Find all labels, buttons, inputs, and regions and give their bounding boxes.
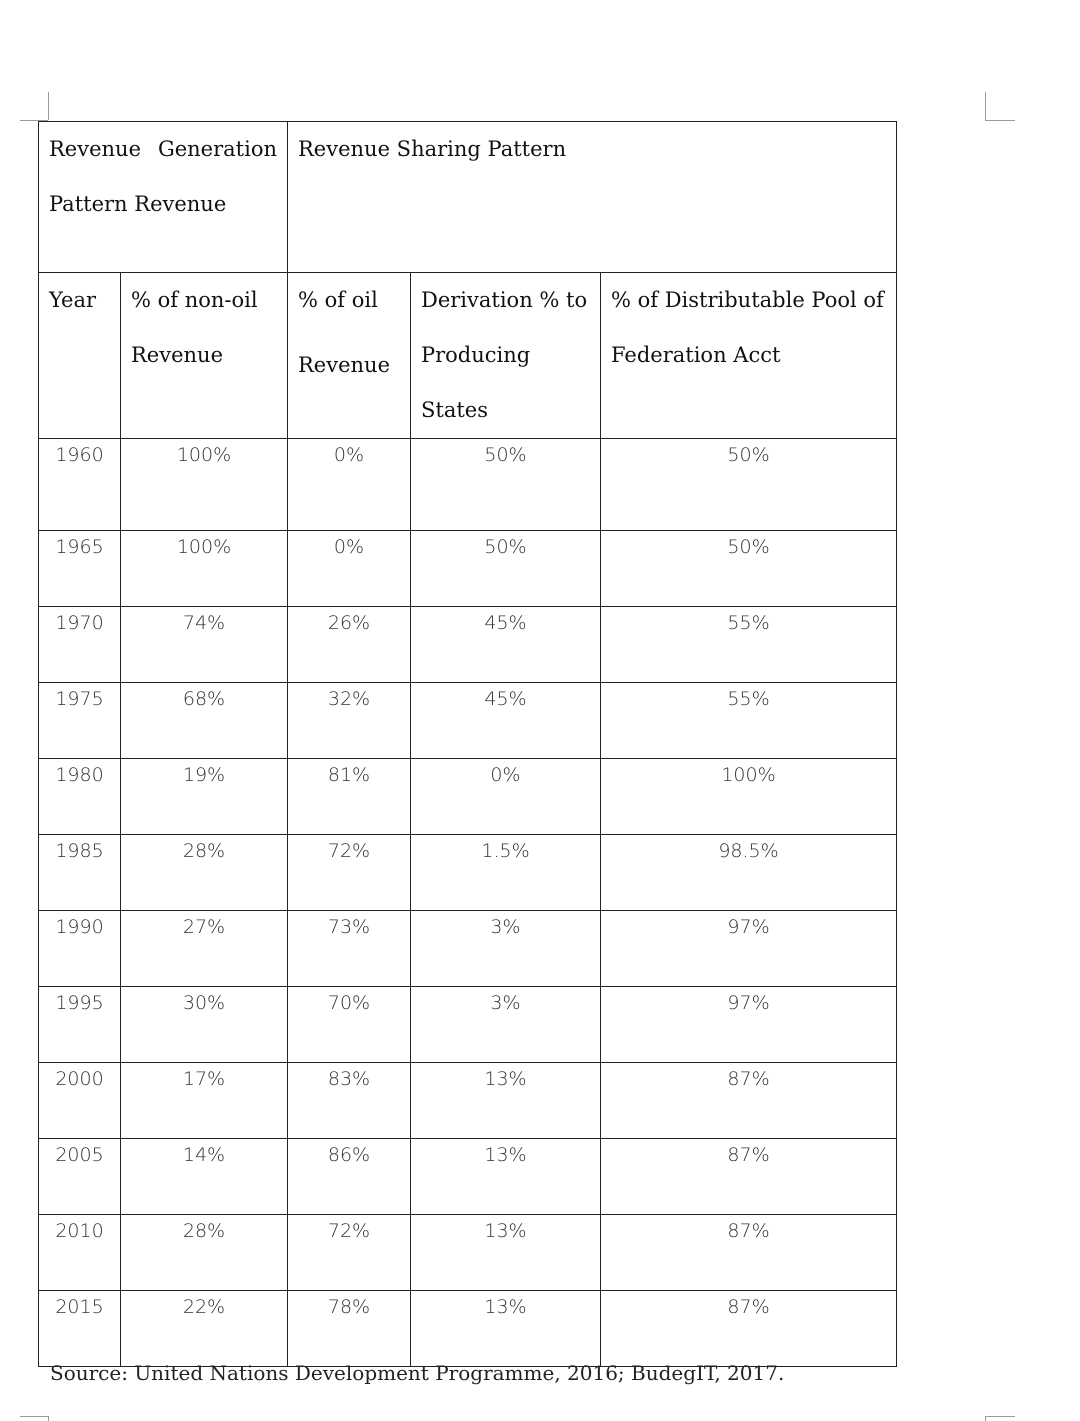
derivation-cell: 13% xyxy=(411,1139,601,1215)
oil-revenue-cell: 81% xyxy=(288,759,411,835)
non-oil-revenue-cell: 19% xyxy=(121,759,288,835)
table-row xyxy=(39,531,897,607)
crop-mark-bottom-right-vertical xyxy=(985,1416,986,1421)
year-cell: 1975 xyxy=(39,683,121,759)
distributable-pool-cell: 87% xyxy=(601,1291,897,1367)
derivation-cell: 13% xyxy=(411,1215,601,1291)
year-cell: 2000 xyxy=(39,1063,121,1139)
column-header-derivation-line2: Producing States xyxy=(421,343,531,422)
derivation-cell: 50% xyxy=(411,439,601,531)
crop-mark-top-right-horizontal xyxy=(985,120,1015,121)
group-header-row xyxy=(39,122,897,273)
distributable-pool-cell: 87% xyxy=(601,1139,897,1215)
non-oil-revenue-cell: 100% xyxy=(121,531,288,607)
oil-revenue-cell: 0% xyxy=(288,531,411,607)
oil-revenue-cell: 86% xyxy=(288,1139,411,1215)
oil-revenue-cell: 73% xyxy=(288,911,411,987)
year-cell: 2015 xyxy=(39,1291,121,1367)
year-cell: 2005 xyxy=(39,1139,121,1215)
table-row xyxy=(39,987,897,1063)
distributable-pool-cell: 87% xyxy=(601,1063,897,1139)
revenue-generation-header xyxy=(39,122,288,273)
year-cell: 2010 xyxy=(39,1215,121,1291)
derivation-cell: 45% xyxy=(411,683,601,759)
distributable-pool-cell: 97% xyxy=(601,911,897,987)
year-cell: 1970 xyxy=(39,607,121,683)
table-row xyxy=(39,911,897,987)
distributable-pool-cell: 87% xyxy=(601,1215,897,1291)
distributable-pool-cell: 50% xyxy=(601,439,897,531)
column-header-derivation-line1: Derivation % to xyxy=(421,288,588,312)
crop-mark-bottom-left-vertical xyxy=(48,1416,49,1421)
year-cell: 1995 xyxy=(39,987,121,1063)
column-header-year xyxy=(39,273,121,439)
oil-revenue-cell: 78% xyxy=(288,1291,411,1367)
column-header-non-oil xyxy=(121,273,288,439)
column-header-derivation xyxy=(411,273,601,439)
non-oil-revenue-cell: 100% xyxy=(121,439,288,531)
derivation-cell: 3% xyxy=(411,911,601,987)
year-cell: 1990 xyxy=(39,911,121,987)
oil-revenue-cell: 0% xyxy=(288,439,411,531)
table-row xyxy=(39,835,897,911)
table-row xyxy=(39,1063,897,1139)
crop-mark-top-right-vertical xyxy=(985,92,986,120)
non-oil-revenue-cell: 14% xyxy=(121,1139,288,1215)
oil-revenue-cell: 32% xyxy=(288,683,411,759)
revenue-table-body xyxy=(39,122,897,1367)
oil-revenue-cell: 83% xyxy=(288,1063,411,1139)
column-header-oil-line2: Revenue xyxy=(298,353,391,377)
oil-revenue-cell: 72% xyxy=(288,1215,411,1291)
column-header-year-label: Year xyxy=(49,288,97,312)
table-row xyxy=(39,439,897,531)
crop-mark-bottom-left-horizontal xyxy=(20,1416,48,1417)
derivation-cell: 1.5% xyxy=(411,835,601,911)
source-citation: Source: United Nations Development Programme, 2016; BudegIT, 2017. xyxy=(50,1361,785,1385)
column-header-row xyxy=(39,273,897,439)
derivation-cell: 13% xyxy=(411,1291,601,1367)
distributable-pool-cell: 50% xyxy=(601,531,897,607)
revenue-generation-header-line1 xyxy=(49,122,277,177)
non-oil-revenue-cell: 74% xyxy=(121,607,288,683)
non-oil-revenue-cell: 27% xyxy=(121,911,288,987)
derivation-cell: 0% xyxy=(411,759,601,835)
distributable-pool-cell: 55% xyxy=(601,683,897,759)
table-row xyxy=(39,683,897,759)
oil-revenue-cell: 72% xyxy=(288,835,411,911)
distributable-pool-cell: 98.5% xyxy=(601,835,897,911)
oil-revenue-cell: 70% xyxy=(288,987,411,1063)
year-cell: 1985 xyxy=(39,835,121,911)
table-row xyxy=(39,759,897,835)
generation-header-word-generation: Generation xyxy=(157,137,277,161)
year-cell: 1965 xyxy=(39,531,121,607)
revenue-table xyxy=(38,121,897,1367)
non-oil-revenue-cell: 28% xyxy=(121,835,288,911)
distributable-pool-cell: 100% xyxy=(601,759,897,835)
derivation-cell: 3% xyxy=(411,987,601,1063)
derivation-cell: 13% xyxy=(411,1063,601,1139)
revenue-generation-header-line2: Pattern Revenue xyxy=(49,192,227,216)
column-header-distributable-pool xyxy=(601,273,897,439)
non-oil-revenue-cell: 68% xyxy=(121,683,288,759)
derivation-cell: 50% xyxy=(411,531,601,607)
non-oil-revenue-cell: 28% xyxy=(121,1215,288,1291)
column-header-non-oil-line1: % of non-oil xyxy=(131,288,258,312)
column-header-non-oil-line2: Revenue xyxy=(131,343,224,367)
non-oil-revenue-cell: 22% xyxy=(121,1291,288,1367)
distributable-pool-cell: 97% xyxy=(601,987,897,1063)
column-header-pool-line2: Federation Acct xyxy=(611,343,781,367)
table-row xyxy=(39,1215,897,1291)
derivation-cell: 45% xyxy=(411,607,601,683)
table-row xyxy=(39,1139,897,1215)
oil-revenue-cell: 26% xyxy=(288,607,411,683)
non-oil-revenue-cell: 30% xyxy=(121,987,288,1063)
non-oil-revenue-cell: 17% xyxy=(121,1063,288,1139)
column-header-oil xyxy=(288,273,411,439)
crop-mark-top-left-vertical xyxy=(48,92,49,120)
column-header-pool-line1: % of Distributable Pool of xyxy=(611,288,884,312)
generation-header-word-revenue: Revenue xyxy=(49,137,142,161)
crop-mark-bottom-right-horizontal xyxy=(985,1416,1015,1417)
distributable-pool-cell: 55% xyxy=(601,607,897,683)
table-row xyxy=(39,1291,897,1367)
year-cell: 1960 xyxy=(39,439,121,531)
table-row xyxy=(39,607,897,683)
year-cell: 1980 xyxy=(39,759,121,835)
revenue-sharing-header: Revenue Sharing Pattern xyxy=(288,122,897,273)
column-header-oil-line1: % of oil xyxy=(298,288,378,312)
